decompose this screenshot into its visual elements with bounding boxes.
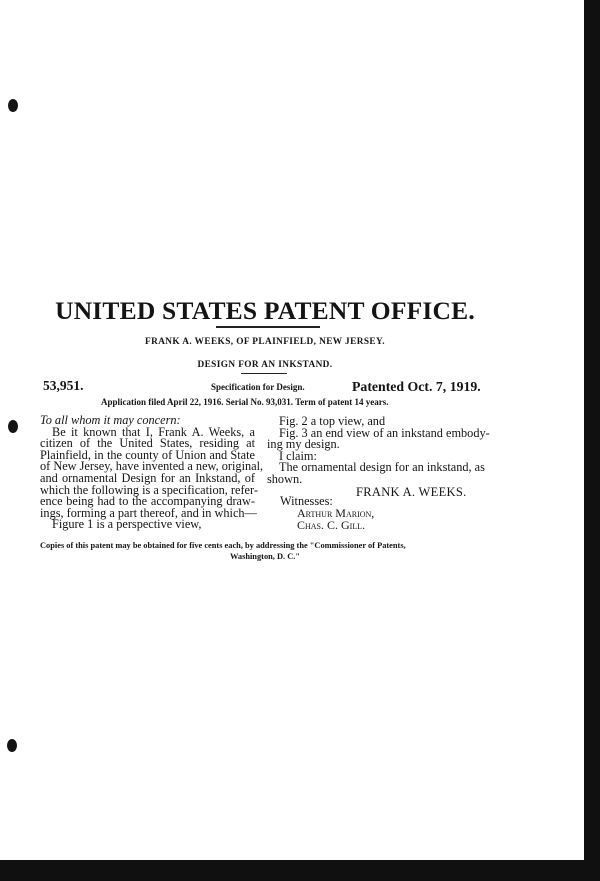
patented-date: Patented Oct. 7, 1919.: [352, 379, 481, 394]
body-line: Figure 1 is a perspective view,: [52, 517, 202, 532]
spec-label: Specification for Design.: [211, 382, 305, 392]
scan-edge-bottom: [0, 860, 600, 881]
design-title: DESIGN FOR AN INKSTAND.: [197, 360, 333, 370]
body-line: shown.: [267, 471, 303, 486]
claim-heading: I claim:: [279, 448, 317, 463]
application-line: Application filed April 22, 1916. Serial No. 93,031. Term of patent 14 years.: [101, 397, 389, 407]
witness-name: Chas. C. Gill.: [297, 518, 366, 532]
body-line: ence being had to the accompanying draw-: [40, 494, 255, 509]
body-line: of New Jersey, have invented a new, original,: [40, 459, 264, 474]
witnesses-label: Witnesses:: [280, 494, 333, 508]
inventor-line: FRANK A. WEEKS, OF PLAINFIELD, NEW JERSEY.: [145, 337, 385, 347]
body-line: Be it known that I, Frank A. Weeks, a: [52, 424, 255, 439]
design-rule: [241, 373, 287, 374]
copies-notice-address: Washington, D. C.": [229, 552, 301, 561]
copies-notice: Copies of this patent may be obtained for five cents each, by addressing the "Commissioner of Patents,: [40, 541, 406, 550]
scan-edge-right: [584, 0, 600, 881]
office-title: UNITED STATES PATENT OFFICE.: [55, 296, 475, 325]
patent-number: 53,951.: [43, 378, 84, 393]
body-line: which the following is a specification, refer-: [40, 482, 258, 497]
inventor-signature: FRANK A. WEEKS.: [356, 485, 467, 499]
right-column: [267, 414, 490, 486]
body-line: Fig. 2 a top view, and: [279, 414, 386, 428]
body-line: and ornamental Design for an Inkstand, of: [40, 470, 255, 485]
title-rule: [216, 326, 320, 328]
body-line: ings, forming a part thereof, and in which—: [40, 505, 257, 520]
punch-hole-middle: [8, 420, 18, 433]
body-line: The ornamental design for an inkstand, as: [279, 460, 485, 475]
punch-hole-top: [8, 99, 18, 112]
punch-hole-bottom: [7, 739, 17, 752]
salutation: To all whom it may concern:: [40, 413, 181, 427]
left-column: [40, 413, 264, 532]
witness-name: Arthur Marion,: [297, 506, 375, 520]
body-line: ing my design.: [267, 437, 340, 452]
body-line: citizen of the United States, residing at: [40, 436, 255, 451]
body-line: Plainfield, in the county of Union and State: [40, 447, 255, 462]
body-line: Fig. 3 an end view of an inkstand embody-: [279, 425, 490, 440]
